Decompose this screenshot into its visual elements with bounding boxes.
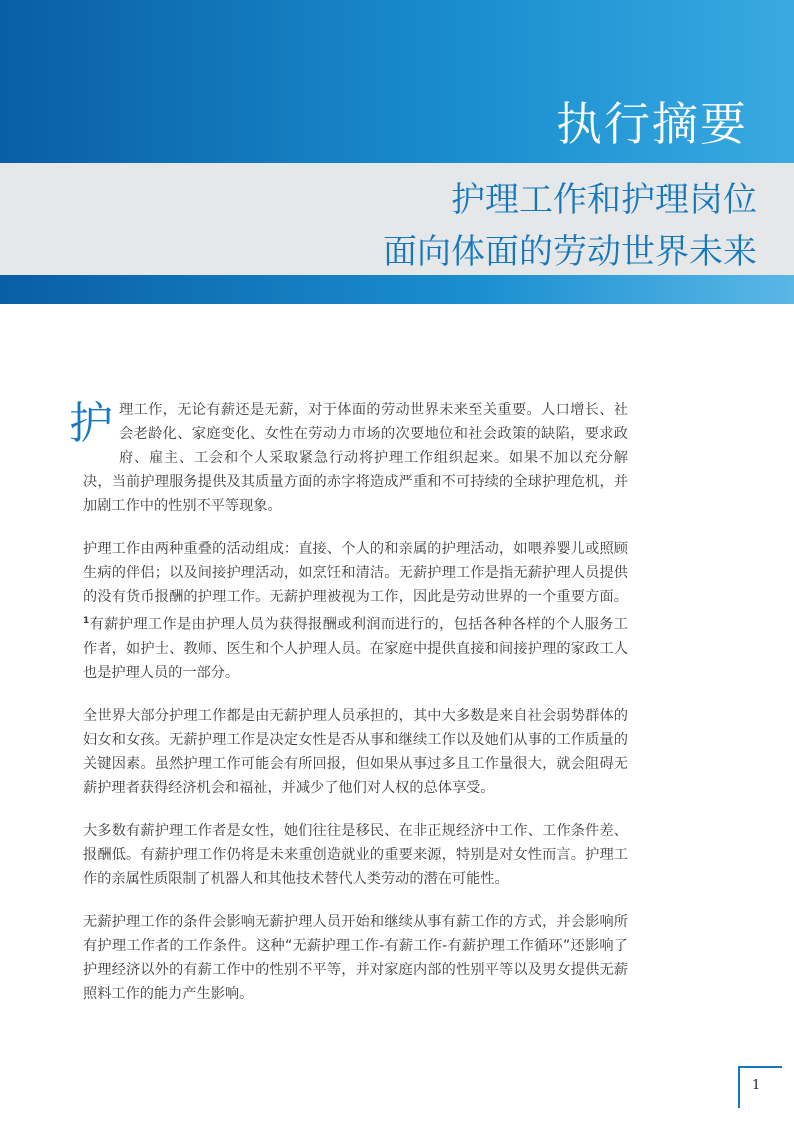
drop-cap: 护	[69, 398, 113, 449]
page-number: 1	[752, 1078, 761, 1093]
paragraph-5: 无薪护理工作的条件会影响无薪护理人员开始和继续从事有薪工作的方式，并会影响所有护理工作者的工作条件。这种“无薪护理工作-有薪工作-有薪护理工作循环”还影响了护理经济以外的有薪工作中的性别不平等，并对家庭内部的性别平等以及男女提供无薪照料工作的能力产生影响。	[83, 913, 628, 1002]
paragraph-1-text: 理工作，无论有薪还是无薪，对于体面的劳动世界未来至关重要。人口增长、社会老龄化、家庭变化、女性在劳动力市场的次要地位和社会政策的缺陷，要求政府、雇主、工会和个人采取紧急行动将护理工作组织起来。如果不加以充分解决，当前护理服务提供及其质量方面的赤字将造成严重和不可持续的全球护理危机，并加剧工作中的性别不平等现象。	[83, 402, 628, 514]
footnote-reference[interactable]: 1	[83, 616, 90, 626]
page-title: 执行摘要	[556, 97, 748, 151]
paragraph-3: 全世界大部分护理工作都是由无薪护理人员承担的，其中大多数是来自社会弱势群体的妇女和女孩。无薪护理工作是决定女性是否从事和继续工作以及她们从事的工作质量的关键因素。虽然护理工作可能会有所回报，但如果从事过多且工作量很大，就会阻碍无薪护理者获得经济机会和福祉，并减少了他们对人权的总体享受。	[83, 707, 628, 796]
paragraph-2-text-b: 有薪护理工作是由护理人员为获得报酬或利润而进行的，包括各种各样的个人服务工作者，如护士、教师、医生和个人护理人员。在家庭中提供直接和间接护理的家政工人也是护理人员的一部分。	[83, 616, 628, 681]
paragraph-1	[69, 398, 628, 518]
paragraph-2-text-a: 护理工作由两种重叠的活动组成：直接、个人的和亲属的护理活动，如喂养婴儿或照顾生病的伴侣；以及间接护理活动，如烹饪和清洁。无薪护理工作是指无薪护理人员提供的没有货币报酬的护理工作。无薪护理被视为工作，因此是劳动世界的一个重要方面。	[83, 541, 628, 605]
subtitle-line-1: 护理工作和护理岗位	[451, 180, 757, 220]
subtitle-line-2: 面向体面的劳动世界未来	[383, 232, 757, 272]
paragraph-4: 大多数有薪护理工作者是女性，她们往往是移民、在非正规经济中工作、工作条件差、报酬低。有薪护理工作仍将是未来重创造就业的重要来源，特别是对女性而言。护理工作的亲属性质限制了机器人和其他技术替代人类劳动的潜在可能性。	[83, 822, 628, 887]
page-subtitle	[383, 174, 757, 278]
header-bottom-band	[0, 275, 794, 304]
body-text	[69, 398, 628, 1025]
paragraph-2	[83, 537, 628, 685]
